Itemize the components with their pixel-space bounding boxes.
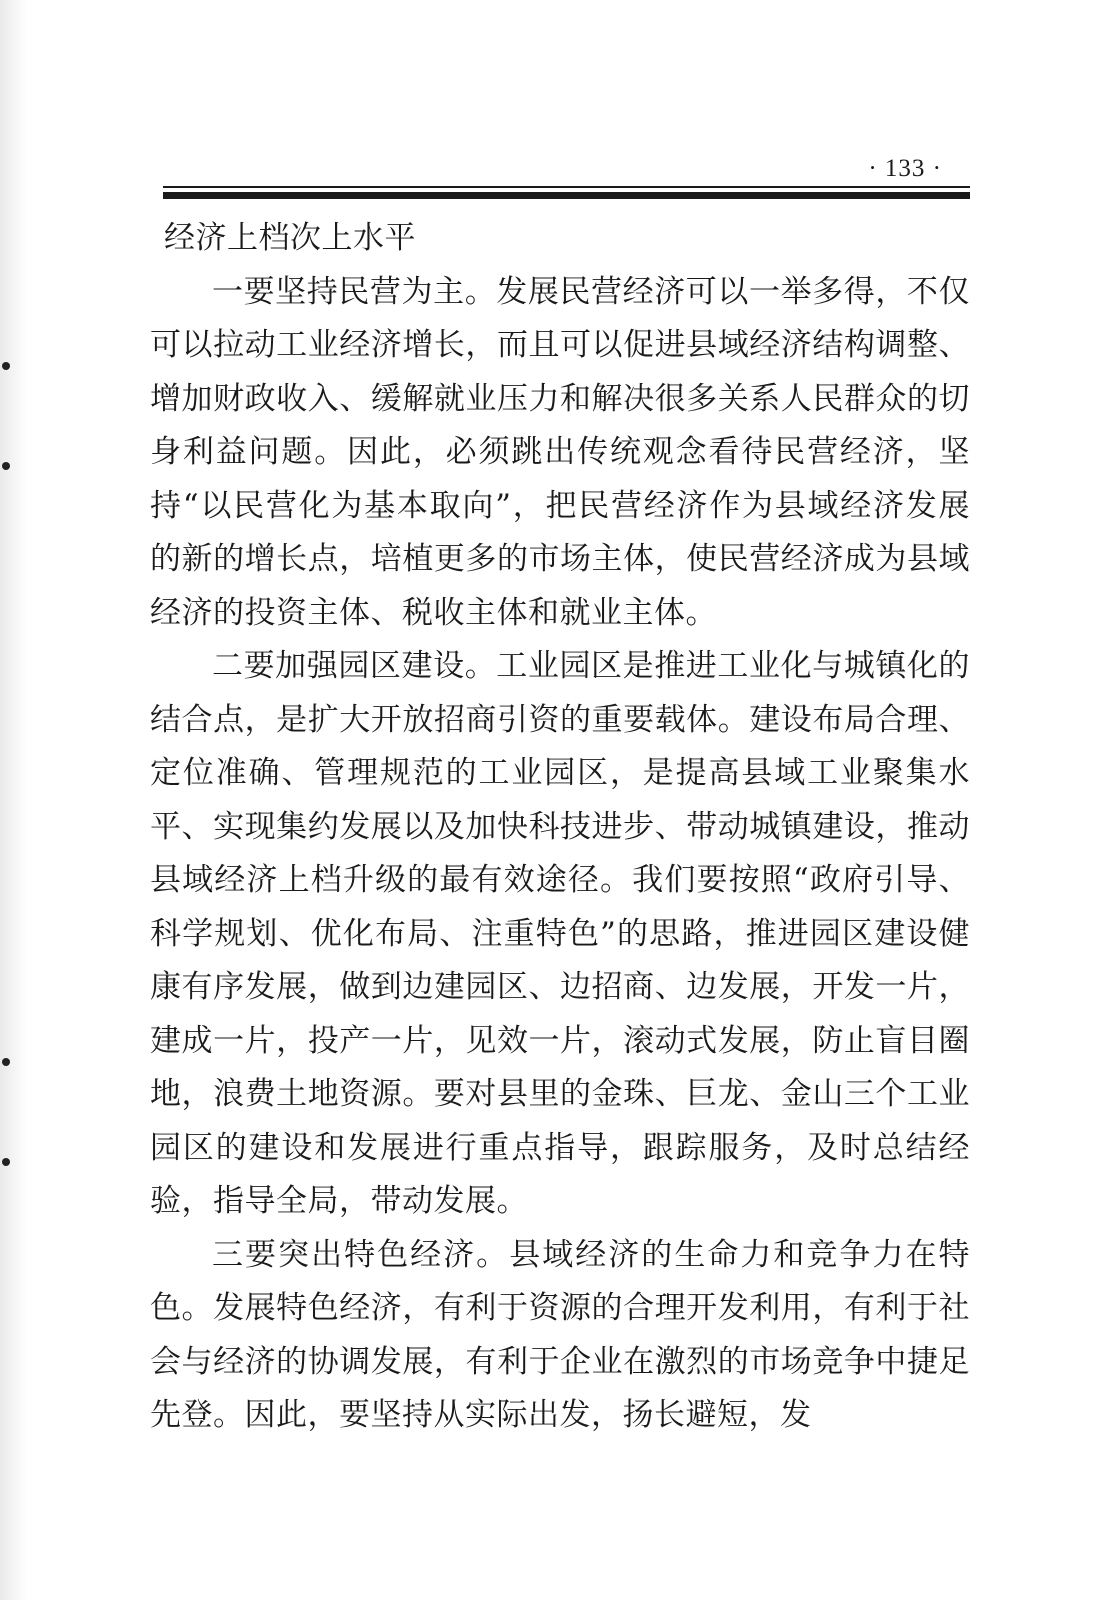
paragraph-characteristic-economy: 三要突出特色经济。县域经济的生命力和竞争力在特色。发展特色经济，有利于资源的合理开发利用，有利于社会与经济的协调发展，有利于企业在激烈的市场竞争中捷足先登。因此，要坚持从实际出发，扬长避短，发 — [150, 1236, 970, 1433]
scan-mark — [2, 1158, 10, 1166]
paragraph-industrial-parks: 二要加强园区建设。工业园区是推进工业化与城镇化的结合点，是扩大开放招商引资的重要载体。建设布局合理、定位准确、管理规范的工业园区，是提高县域工业聚集水平、实现集约发展以及加快科技进步、带动城镇建设，推动县域经济上档升级的最有效途径。我们要按照“政府引导、科学规划、优化布局、注重特色”的思路，推进园区建设健康有序发展，做到边建园区、边招商、边发展，开发一片，建成一片，投产一片，见效一片，滚动式发展，防止盲目圈地，浪费土地资源。要对县里的金珠、巨龙、金山三个工业园区的建设和发展进行重点指导，跟踪服务，及时总结经验，指导全局，带动发展。 — [150, 648, 970, 1219]
header-rule-thin — [163, 186, 970, 188]
page-body — [150, 212, 970, 1443]
scan-mark — [2, 1058, 10, 1066]
header-rule-thick — [163, 192, 970, 199]
scan-edge-shadow — [0, 0, 28, 1600]
paragraph-continuation: 经济上档次上水平 — [164, 220, 416, 256]
scan-mark — [2, 462, 10, 470]
page-number: · 133 · — [868, 155, 942, 182]
scan-mark — [2, 362, 10, 370]
page-header — [163, 152, 970, 206]
paragraph-private-economy: 一要坚持民营为主。发展民营经济可以一举多得，不仅可以拉动工业经济增长，而且可以促进县域经济结构调整、增加财政收入、缓解就业压力和解决很多关系人民群众的切身利益问题。因此，必须跳出传统观念看待民营经济，坚持“以民营化为基本取向”，把民营经济作为县域经济发展的新的增长点，培植更多的市场主体，使民营经济成为县域经济的投资主体、税收主体和就业主体。 — [150, 273, 970, 631]
